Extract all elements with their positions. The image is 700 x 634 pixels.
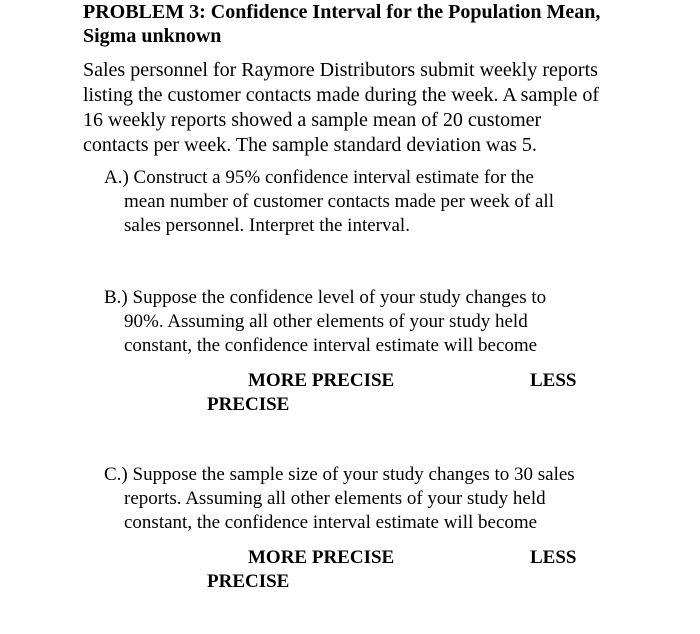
part-b-line: 90%. Assuming all other elements of your study held (124, 311, 528, 332)
part-c-option-less: LESS (530, 547, 577, 568)
part-c-option-precise: PRECISE (207, 571, 290, 592)
intro-line: 16 weekly reports showed a sample mean of 20 customer (83, 109, 542, 131)
problem-intro (83, 58, 683, 158)
part-c (104, 463, 664, 535)
part-b-option-more-precise: MORE PRECISE (248, 370, 395, 391)
part-c-option-more-precise: MORE PRECISE (248, 547, 395, 568)
intro-line: Sales personnel for Raymore Distributors submit weekly reports (83, 59, 598, 81)
intro-line: listing the customer contacts made during the week. A sample of (83, 84, 599, 106)
part-a (104, 166, 664, 238)
part-a-line: A.) Construct a 95% confidence interval estimate for the (104, 167, 534, 188)
part-b-line: B.) Suppose the confidence level of your study changes to (104, 287, 547, 308)
title-line-1: PROBLEM 3: Confidence Interval for the Population Mean, (83, 1, 601, 23)
part-b (104, 286, 664, 358)
problem-title (83, 0, 683, 48)
part-b-option-less: LESS (530, 370, 577, 391)
part-b-line: constant, the confidence interval estimate will become (124, 335, 538, 356)
part-c-line: reports. Assuming all other elements of your study held (124, 488, 546, 509)
part-b-option-precise: PRECISE (207, 394, 290, 415)
intro-line: contacts per week. The sample standard deviation was 5. (83, 134, 537, 156)
part-c-line: constant, the confidence interval estimate will become (124, 512, 538, 533)
title-line-2: Sigma unknown (83, 25, 222, 47)
part-a-line: sales personnel. Interpret the interval. (124, 215, 410, 236)
part-a-line: mean number of customer contacts made per week of all (124, 191, 554, 212)
part-c-line: C.) Suppose the sample size of your study changes to 30 sales (104, 464, 575, 485)
